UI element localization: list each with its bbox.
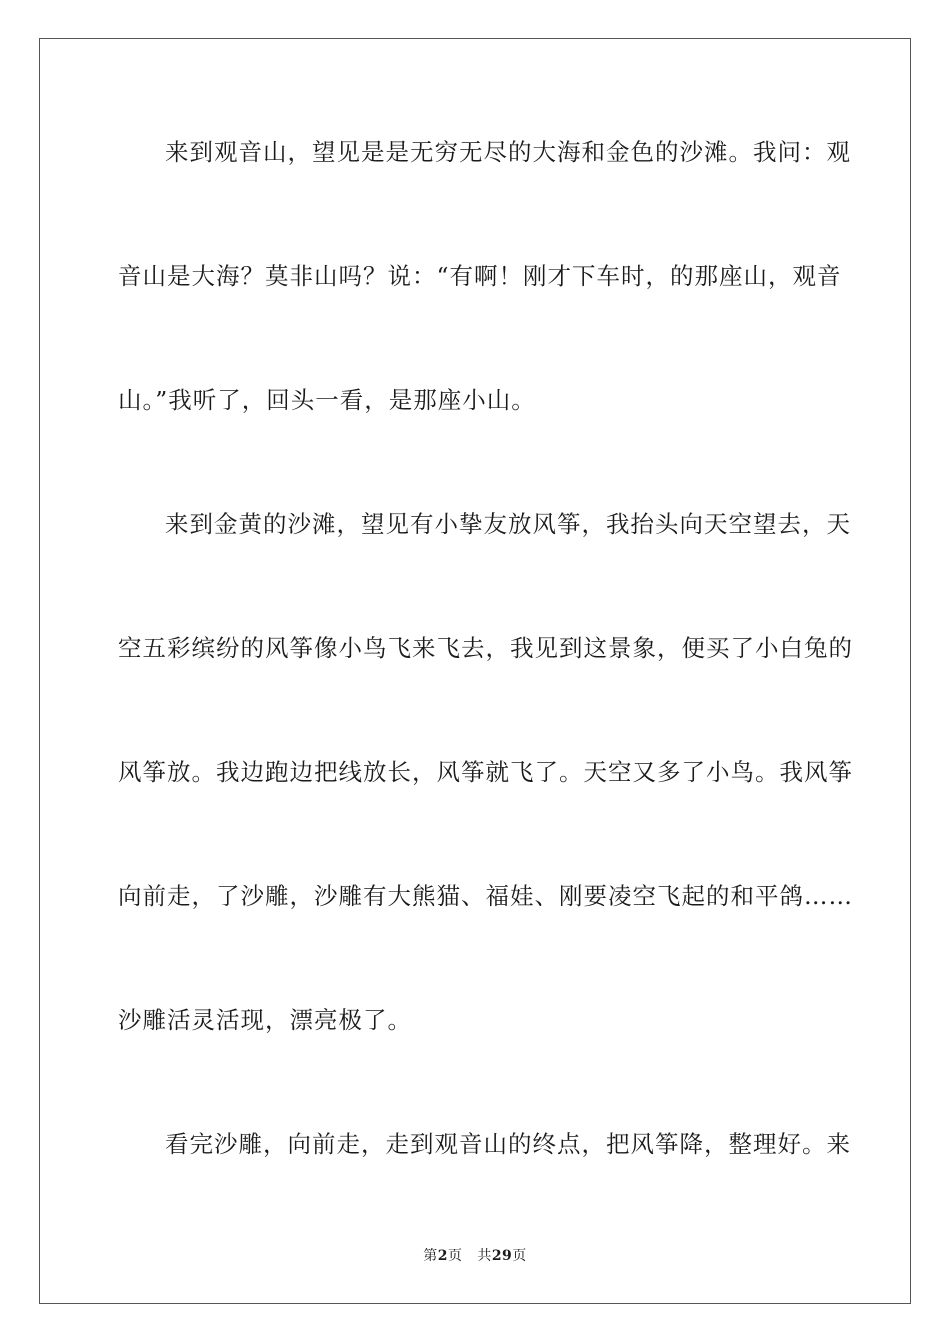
footer-total-prefix: 共 [477, 1248, 492, 1264]
paragraph-2-line-3: 风筝放。我边跑边把线放长，风筝就飞了。天空又多了小鸟。我风筝 [118, 758, 853, 786]
footer-page-prefix: 第 [423, 1248, 438, 1264]
footer-total-pages: 29 [491, 1248, 513, 1264]
page-border [39, 38, 911, 1304]
page-footer [0, 1246, 950, 1266]
paragraph-1-line-2: 音山是大海？莫非山吗？说：“有啊！刚才下车时，的那座山，观音 [118, 262, 842, 290]
paragraph-3-line-1: 看完沙雕，向前走，走到观音山的终点，把风筝降，整理好。来 [165, 1130, 851, 1158]
footer-page-suffix: 页 [447, 1248, 463, 1264]
paragraph-2-line-1: 来到金黄的沙滩，望见有小挚友放风筝，我抬头向天空望去，天 [165, 510, 851, 538]
paragraph-2-line-4: 向前走，了沙雕，沙雕有大熊猫、福娃、刚要凌空飞起的和平鸽…… [118, 882, 853, 910]
paragraph-1-line-1: 来到观音山，望见是是无穷无尽的大海和金色的沙滩。我问：观 [165, 138, 851, 166]
paragraph-2-line-5: 沙雕活灵活现，漂亮极了。 [118, 1006, 412, 1034]
footer-page-number: 2 [437, 1248, 448, 1264]
footer-total-suffix: 页 [512, 1248, 527, 1264]
paragraph-1-line-3: 山。”我听了，回头一看，是那座小山。 [118, 386, 536, 414]
paragraph-2-line-2: 空五彩缤纷的风筝像小鸟飞来飞去，我见到这景象，便买了小白兔的 [118, 634, 853, 662]
